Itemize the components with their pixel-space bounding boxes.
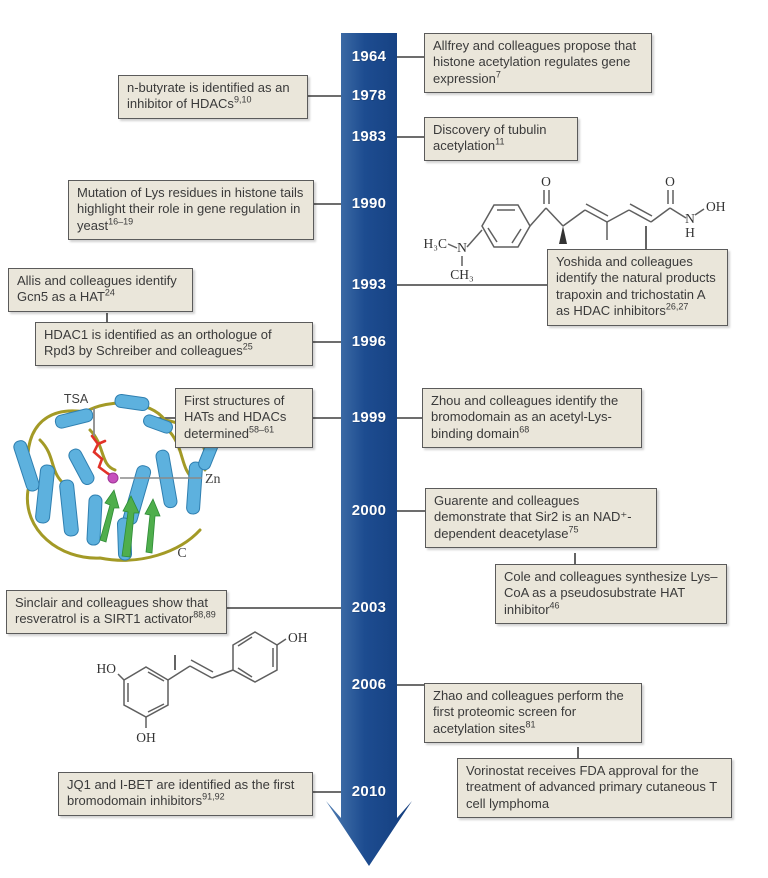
tsa-wedge-bond: [559, 226, 567, 244]
year-label-2006: 2006: [351, 676, 387, 693]
resveratrol-label-oh-bottom: OH: [136, 730, 156, 745]
resveratrol-structure: [97, 630, 308, 745]
event-box-jq1-ibet: JQ1 and I-BET are identified as the first bromodomain inhibitors$^{91,92}$: [58, 772, 313, 816]
resveratrol-label-oh-top: OH: [288, 630, 308, 645]
tsa-label-oh: OH: [706, 199, 726, 214]
protein-label-tsa: TSA: [63, 392, 89, 406]
event-box-guarente: Guarente and colleagues demonstrate that Sir2 is an NAD⁺-dependent deacetylase$^{75}$: [425, 488, 657, 548]
event-box-n-butyrate: n-butyrate is identified as an inhibitor of HDACs$^{9,10}$: [118, 75, 308, 119]
event-box-vorinostat: Vorinostat receives FDA approval for the treatment of advanced primary cutaneous T cell lymphoma: [457, 758, 732, 818]
timeline-arrow: [326, 33, 412, 866]
resveratrol-label-ho: HO: [96, 661, 116, 676]
tsa-label-n1: N: [457, 240, 467, 255]
event-box-zhou: Zhou and colleagues identify the bromodomain as an acetyl-Lys-binding domain$^{68}$: [422, 388, 642, 448]
event-box-first-structures: First structures of HATs and HDACs determined$^{58-61}$: [175, 388, 313, 448]
year-label-1990: 1990: [351, 195, 387, 212]
year-label-2003: 2003: [351, 599, 387, 616]
tsa-label-o1: O: [541, 174, 551, 189]
year-label-1996: 1996: [351, 333, 387, 350]
year-label-1993: 1993: [351, 276, 387, 293]
protein-label-c: C: [177, 546, 187, 561]
resveratrol-left-ring: [124, 667, 168, 717]
event-box-lys-mutation: Mutation of Lys residues in histone tails highlight their role in gene regulation in yeast$^{16-19}$: [68, 180, 314, 240]
event-box-hdac1: HDAC1 is identified as an orthologue of Rpd3 by Schreiber and colleagues$^{25}$: [35, 322, 313, 366]
year-label-1999: 1999: [351, 409, 387, 426]
tsa-label-ch3: CH₃: [450, 267, 474, 282]
resveratrol-right-ring: [233, 632, 277, 682]
year-label-1964: 1964: [351, 48, 387, 65]
protein-label-zn: Zn: [205, 472, 221, 487]
event-box-sinclair: Sinclair and colleagues show that resveratrol is a SIRT1 activator$^{88,89}$: [6, 590, 227, 634]
event-box-zhao: Zhao and colleagues perform the first proteomic screen for acetylation sites$^{81}$: [424, 683, 642, 743]
tsa-label-o2: O: [665, 174, 675, 189]
protein-beta-sheets: [100, 490, 160, 557]
year-label-1978: 1978: [351, 87, 387, 104]
tsa-label-h: H: [685, 225, 695, 240]
event-box-allfrey: Allfrey and colleagues propose that histone acetylation regulates gene expression$^7$: [424, 33, 652, 93]
tsa-label-h3c: H₃C: [423, 236, 447, 251]
event-box-tubulin: Discovery of tubulin acetylation$^{11}$: [424, 117, 578, 161]
event-box-allis: Allis and colleagues identify Gcn5 as a HAT$^{24}$: [8, 268, 193, 312]
event-box-cole: Cole and colleagues synthesize Lys–CoA as a pseudosubstrate HAT inhibitor$^{46}$: [495, 564, 727, 624]
year-label-1983: 1983: [351, 128, 387, 145]
tsa-benzene-ring: [482, 205, 530, 247]
event-box-yoshida: Yoshida and colleagues identify the natural products trapoxin and trichostatin A as HDAC inhibitors$^{26,27}$: [547, 249, 728, 326]
year-label-2010: 2010: [351, 783, 387, 800]
zinc-ion: [108, 473, 118, 483]
year-label-2000: 2000: [351, 502, 387, 519]
tsa-label-n2: N: [685, 211, 695, 226]
